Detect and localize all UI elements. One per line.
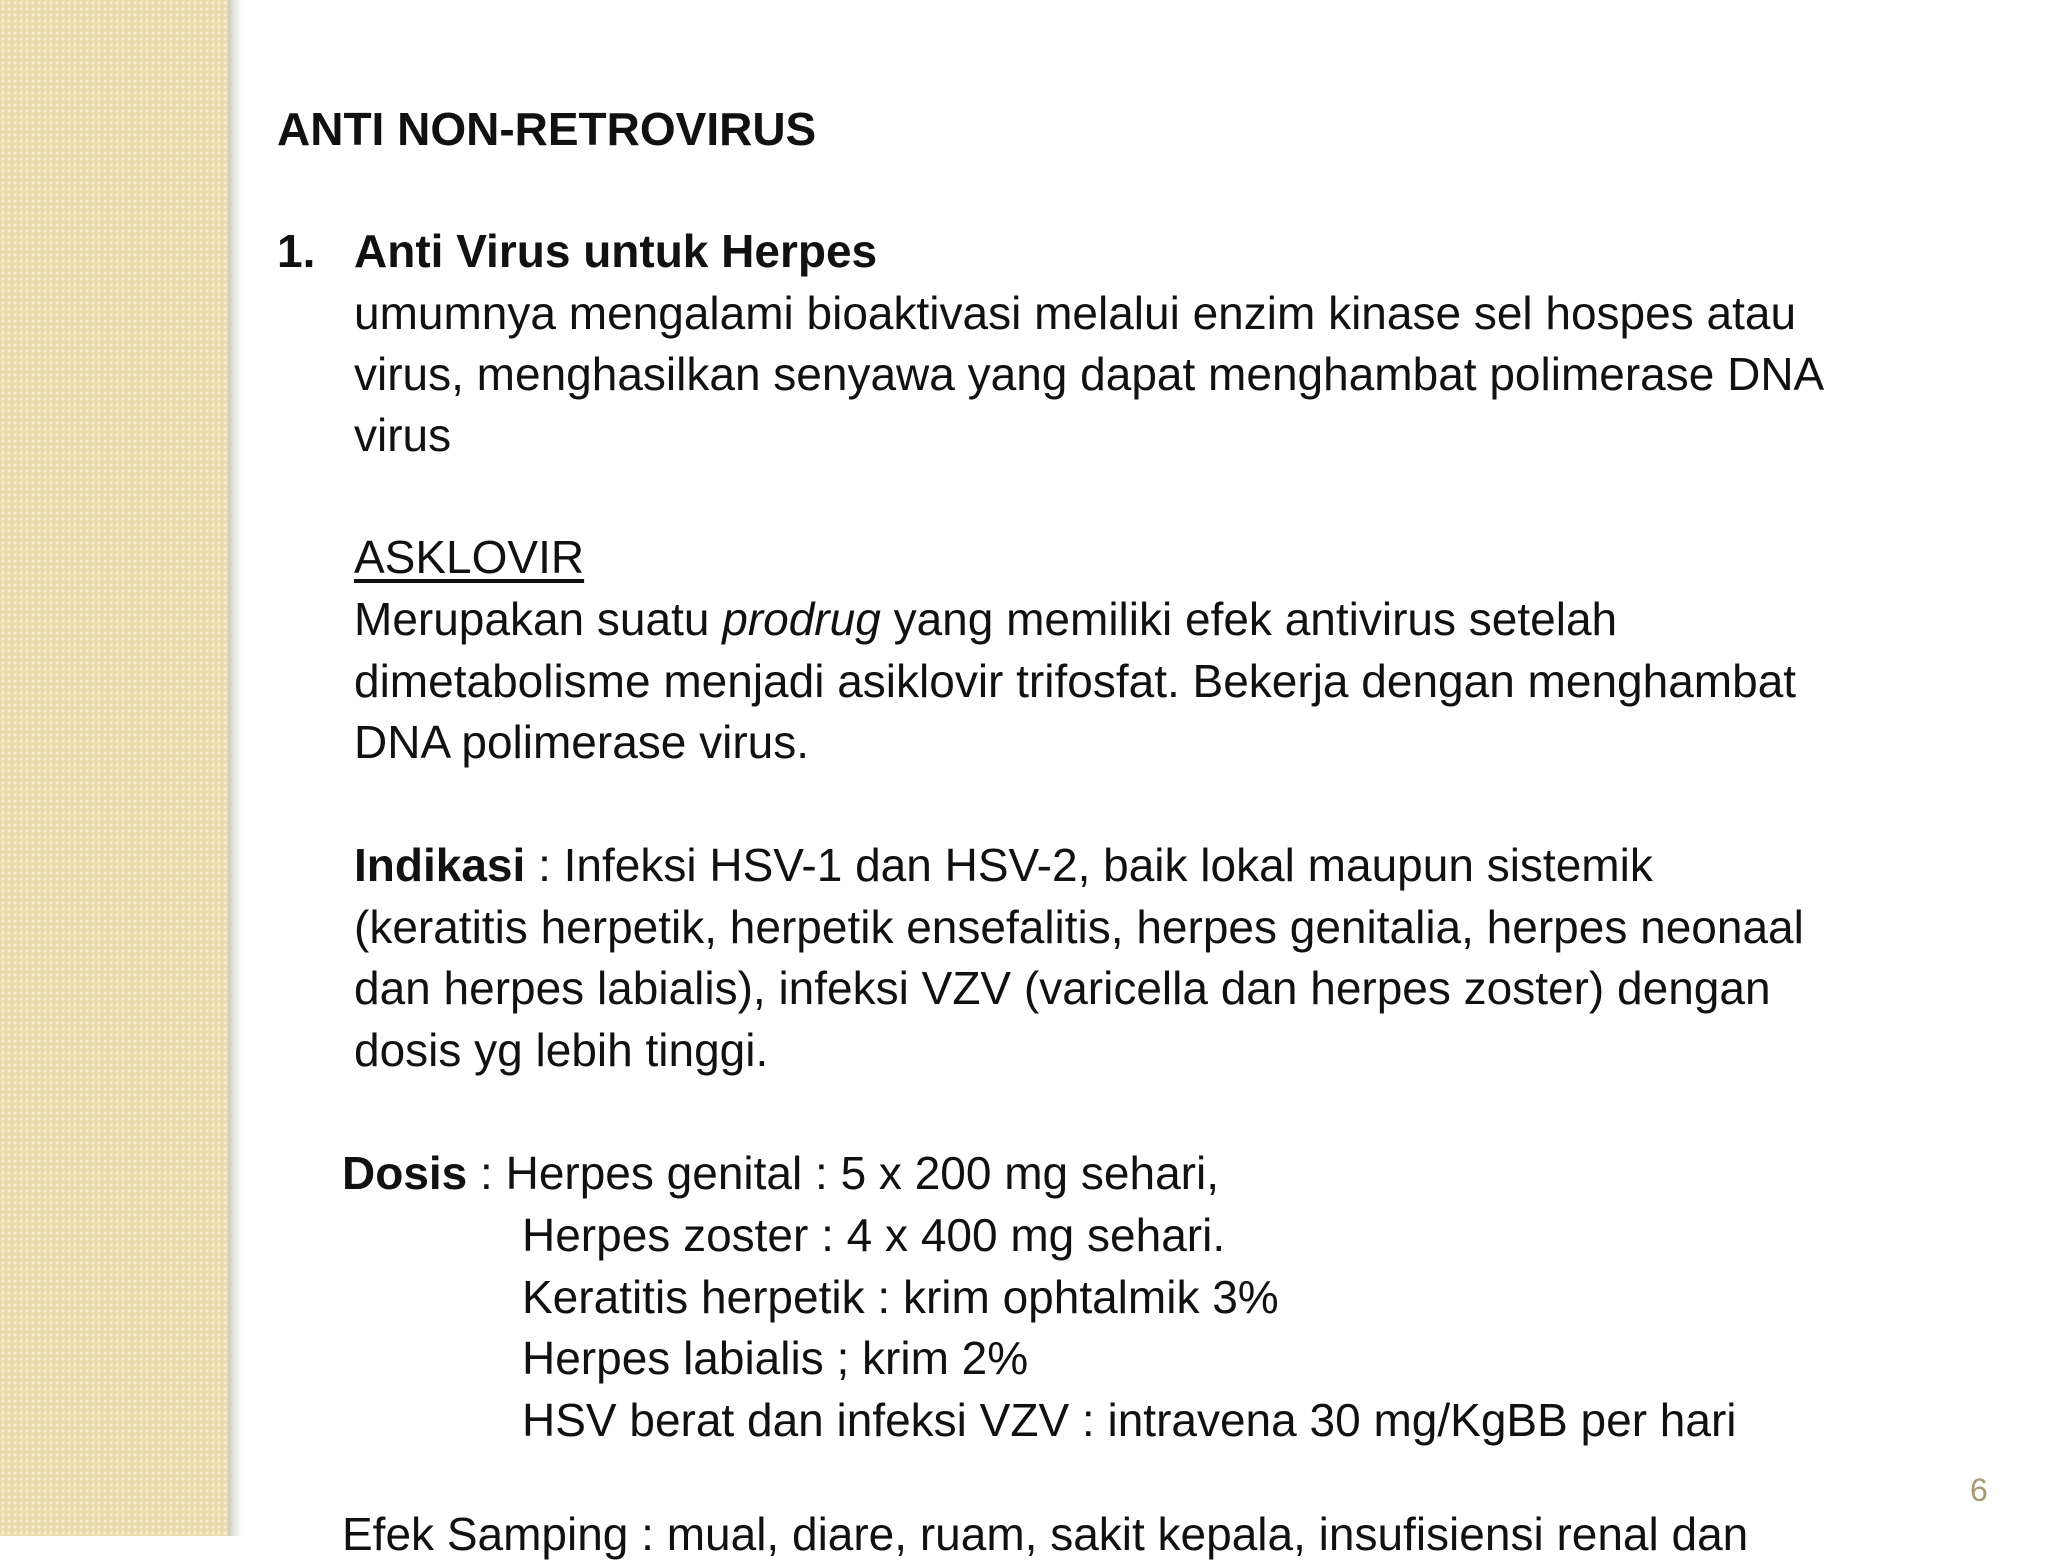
dosis-line-5: HSV berat dan infeksi VZV : intravena 30 mg/KgBB per hari	[522, 1394, 1737, 1446]
dosis-line-1	[342, 1142, 1219, 1204]
drug-desc-line-1	[354, 588, 1617, 650]
drug-desc-line-3: DNA polimerase virus.	[354, 716, 810, 768]
indikasi-line-2: (keratitis herpetik, herpetik ensefalitis, herpes genitalia, herpes neonaal	[354, 901, 1804, 953]
intro-line-1: umumnya mengalami bioaktivasi melalui enzim kinase sel hospes atau	[354, 287, 1797, 339]
drug-desc-pre: Merupakan suatu	[354, 593, 723, 645]
intro-line-2: virus, menghasilkan senyawa yang dapat menghambat polimerase DNA	[354, 348, 1825, 400]
indikasi-line-4: dosis yg lebih tinggi.	[354, 1024, 769, 1076]
indikasi-label: Indikasi	[354, 839, 526, 891]
dosis-label: Dosis	[342, 1147, 468, 1199]
indikasi-line-3: dan herpes labialis), infeksi VZV (varicella dan herpes zoster) dengan	[354, 962, 1771, 1014]
section-heading: Anti Virus untuk Herpes	[354, 225, 878, 277]
drug-desc-line-2: dimetabolisme menjadi asiklovir trifosfat. Bekerja dengan menghambat	[354, 655, 1797, 707]
page-number: 6	[1970, 1472, 1988, 1508]
efek-samping-line-partial: Efek Samping : mual, diare, ruam, sakit kepala, insufisiensi renal dan	[342, 1508, 1749, 1560]
dosis-line-3: Keratitis herpetik : krim ophtalmik 3%	[522, 1271, 1279, 1323]
indikasi-line-1	[354, 834, 1653, 896]
dosis-line-2: Herpes zoster : 4 x 400 mg sehari.	[522, 1209, 1226, 1261]
drug-name: ASKLOVIR	[354, 531, 585, 583]
intro-line-3: virus	[354, 409, 452, 461]
slide-title: ANTI NON-RETROVIRUS	[277, 103, 817, 155]
drug-desc-post: yang memiliki efek antivirus setelah	[880, 593, 1618, 645]
indikasi-text: : Infeksi HSV-1 dan HSV-2, baik lokal maupun sistemik	[525, 839, 1653, 891]
drug-desc-italic: prodrug	[722, 593, 881, 645]
section-number: 1.	[277, 225, 316, 277]
dosis-line-4: Herpes labialis ; krim 2%	[522, 1332, 1029, 1384]
dosis-first: : Herpes genital : 5 x 200 mg sehari,	[467, 1147, 1219, 1199]
